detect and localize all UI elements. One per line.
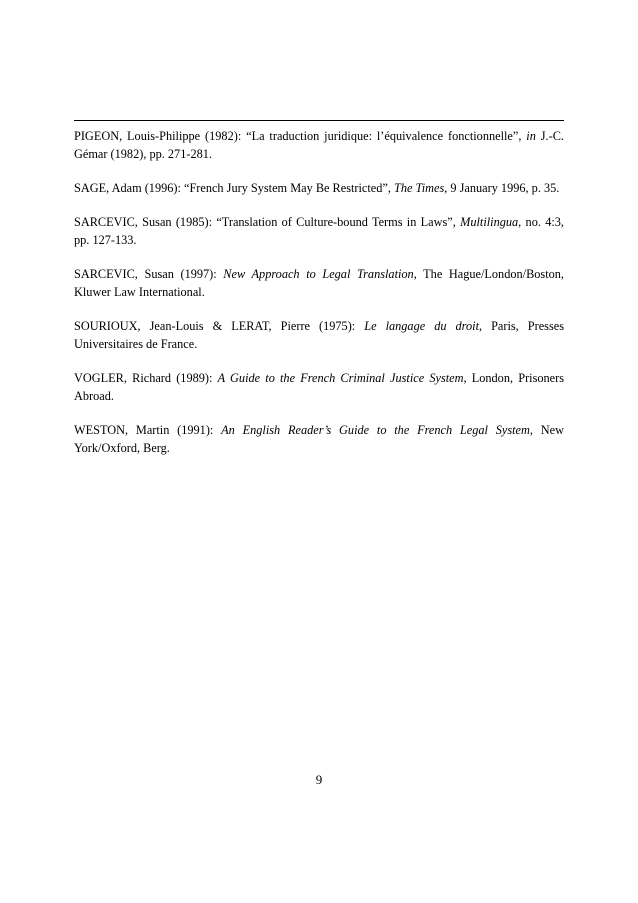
entry-text: , The Hague/London/Boston, Kluwer Law International.: [74, 267, 564, 299]
entry-italic-text: in: [526, 129, 536, 143]
entry-text: SARCEVIC, Susan (1985): “Translation of Culture-bound Terms in Laws”,: [74, 215, 461, 229]
page-number: 9: [315, 772, 323, 787]
bibliography-entry: [74, 179, 564, 197]
bibliography-list: [74, 127, 564, 473]
footnote-separator-rule: [74, 120, 564, 121]
entry-text: , 9 January 1996, p. 35.: [444, 181, 560, 195]
entry-text: no. 4:3, pp. 127-133.: [74, 215, 564, 247]
entry-text: VOGLER, Richard (1989):: [74, 371, 218, 385]
entry-text: PIGEON, Louis-Philippe (1982): “La traduction juridique: l’équivalence fonctionnelle”,: [74, 129, 527, 143]
entry-italic-text: A Guide to the French Criminal Justice System: [217, 371, 464, 385]
bibliography-entry: [74, 127, 564, 163]
bibliography-entry: [74, 213, 564, 249]
entry-italic-text: New Approach to Legal Translation: [223, 267, 414, 281]
entry-italic-text: Multilingua,: [460, 215, 522, 229]
entry-text: J.-C. Gémar (1982), pp. 271-281.: [74, 129, 564, 161]
entry-text: , New York/Oxford, Berg.: [74, 423, 564, 455]
entry-text: SARCEVIC, Susan (1997):: [74, 267, 224, 281]
bibliography-entry: [74, 421, 564, 457]
bibliography-entry: [74, 317, 564, 353]
entry-text: WESTON, Martin (1991):: [74, 423, 222, 437]
entry-text: SAGE, Adam (1996): “French Jury System May Be Restricted”,: [74, 181, 395, 195]
entry-italic-text: An English Reader’s Guide to the French Legal System: [221, 423, 530, 437]
entry-italic-text: The Times: [394, 181, 445, 195]
bibliography-entry: [74, 265, 564, 301]
entry-italic-text: Le langage du droit: [364, 319, 479, 333]
bibliography-entry: [74, 369, 564, 405]
entry-text: , Paris, Presses Universitaires de France.: [74, 319, 564, 351]
entry-text: , London, Prisoners Abroad.: [74, 371, 565, 403]
entry-text: SOURIOUX, Jean-Louis & LERAT, Pierre (1975):: [74, 319, 365, 333]
